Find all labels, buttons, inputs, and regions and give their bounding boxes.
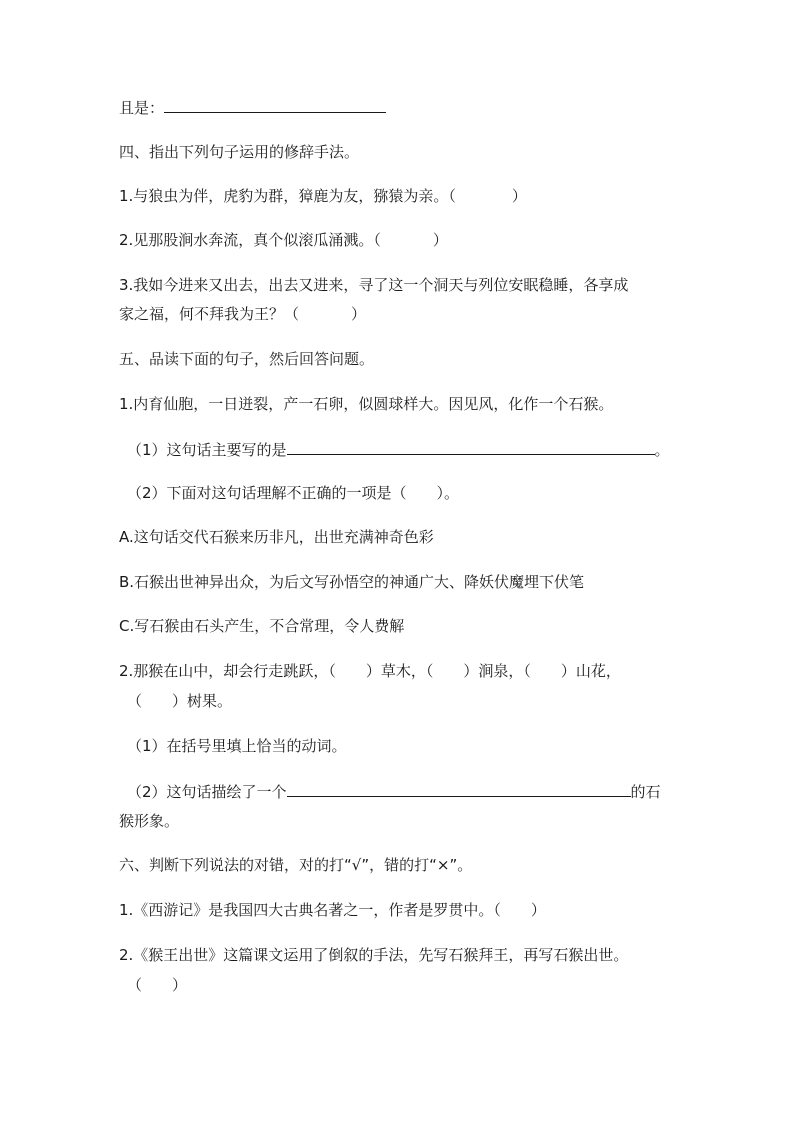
paren-open: （ <box>373 231 381 249</box>
question-4-2 <box>119 229 679 251</box>
paren-close: ） <box>351 305 367 323</box>
answer-line-row <box>119 96 679 119</box>
question-5-2-2-end: 的石 <box>630 783 661 801</box>
answer-blank[interactable] <box>287 780 631 797</box>
question-5-2-line2: （ ）树果。 <box>127 692 233 710</box>
question-5-1-1-text: （1）这句话主要写的是 <box>127 441 287 459</box>
paren-close: ） <box>511 187 527 205</box>
question-5-2-2-cont: 猴形象。 <box>119 812 180 830</box>
question-5-2-2-text: （2）这句话描绘了一个 <box>127 783 287 801</box>
question-5-1-2: （2）下面对这句话理解不正确的一项是（ ）。 <box>127 484 460 502</box>
question-4-2-text: 2.见那股涧水奔流，真个似滚瓜涌溅。 <box>119 231 374 249</box>
period: 。 <box>654 441 670 459</box>
question-5-2-2 <box>127 780 687 803</box>
option-c: C.写石猴由石头产生，不合常理，令人费解 <box>119 617 405 635</box>
answer-blank[interactable] <box>164 96 386 113</box>
option-b: B.石猴出世神异出众，为后文写孙悟空的神通广大、降妖伏魔埋下伏笔 <box>119 573 585 591</box>
section-4-heading: 四、指出下列句子运用的修辞手法。 <box>119 143 360 161</box>
answer-label: 且是： <box>119 99 165 117</box>
question-4-1-text: 1.与狼虫为伴，虎豹为群，獐鹿为友，猕猿为亲。 <box>119 187 449 205</box>
question-5-2-1: （1）在括号里填上恰当的动词。 <box>127 737 347 755</box>
question-6-1: 1.《西游记》是我国四大古典名著之一，作者是罗贯中。（ ） <box>119 901 546 919</box>
question-6-2-line2: （ ） <box>127 976 188 994</box>
answer-blank[interactable] <box>287 438 655 455</box>
question-4-3-text: 家之福，何不拜我为王？ <box>119 305 285 323</box>
option-a: A.这句话交代石猴来历非凡，出世充满神奇色彩 <box>119 528 434 546</box>
question-6-2-line1: 2.《猴王出世》这篇课文运用了倒叙的手法，先写石猴拜王，再写石猴出世。 <box>119 946 629 964</box>
paren-open: （ <box>448 187 456 205</box>
section-5-heading: 五、品读下面的句子，然后回答问题。 <box>119 350 375 368</box>
paren-open: （ <box>284 305 300 323</box>
question-4-3-line1: 3.我如今进来又出去，出去又进来，寻了这一个洞天与列位安眠稳睡，各享成 <box>119 276 629 294</box>
question-5-2-line1: 2.那猴在山中，却会行走跳跃，（ ）草木，（ ）涧泉，（ ）山花， <box>119 662 621 680</box>
question-4-1 <box>119 185 679 207</box>
question-4-3-line2 <box>119 303 679 325</box>
question-5-1: 1.内育仙胞，一日迸裂，产一石卵，似圆球样大。因见风，化作一个石猴。 <box>119 395 614 413</box>
section-6-heading: 六、判断下列说法的对错，对的打“√”，错的打“×”。 <box>119 856 473 874</box>
question-5-1-1 <box>127 438 687 461</box>
paren-close: ） <box>432 231 448 249</box>
